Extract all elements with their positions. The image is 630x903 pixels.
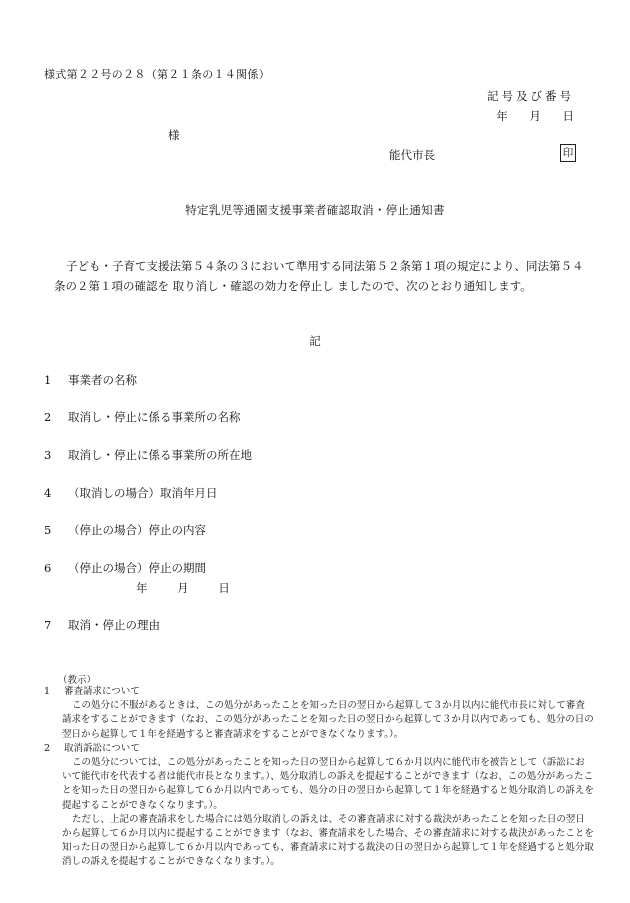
document-title: 特定乳児等通園支援事業者確認取消・停止通知書 [185,203,445,217]
item-business-name [44,372,137,388]
item-revocation-date [44,485,218,501]
item-label: 事業者の名称 [68,373,137,387]
addressee-suffix: 様 [168,128,180,142]
document-number-label: 記号及び番号 [487,89,574,103]
period-day-label: 日 [218,581,230,595]
seal-mark: 印 [560,144,576,162]
form-number: 様式第２２号の２８（第２１条の１４関係） [44,68,270,81]
item-suspension-period [44,560,206,576]
item-number: 3 [44,448,52,462]
section-title: 審査請求について [64,686,140,697]
instructions-notes [44,685,594,870]
notice-body: 子ども・子育て支援法第５４条の３において準用する同法第５２条第１項の規定により、同法第５４条の２第１項の確認を 取り消し・確認の効力を停止し ましたので、次のとおり通知します。 [54,259,584,293]
item-number: 6 [44,561,52,575]
item-number: 4 [44,486,52,500]
item-label: （停止の場合）停止の内容 [68,523,206,537]
date-day-label: 日 [562,109,574,123]
period-month-label: 月 [177,581,189,595]
item-label: 取消し・停止に係る事業所の名称 [68,410,241,424]
date-year-label: 年 [496,109,508,123]
review-request-paragraph: この処分に不服があるときは、この処分があったことを知った日の翌日から起算して３か月以内に能代市長に対して審査請求をすることができます（なお、この処分があったことを知った日の翌日から起算して３か月以内であっても、処分の日の翌日から起算して１年を経過すると審査請求をすることができなくなります。）。 [62,700,594,740]
item-number: 2 [44,410,52,424]
issue-date [496,108,574,124]
section-title: 取消訴訟について [64,742,140,754]
item-reason [44,617,160,633]
period-year-label: 年 [136,581,148,595]
date-month-label: 月 [529,109,541,123]
revocation-suit-heading [44,742,594,756]
revocation-suit-proviso-paragraph: ただし、上記の審査請求をした場合には処分取消しの訴えは、その審査請求に対する裁決があったことを知った日の翌日から起算して６か月以内に提起することができます（なお、審査請求をした場合、その審査請求に対する裁決があったことを知った日の翌日から起算して６か月以内であっても、審査請求に対する裁決の日の翌日から起算して１年を経過すると処分取消しの訴えを提起することができなくなります。）。 [62,813,594,868]
item-label: （取消しの場合）取消年月日 [68,486,218,500]
item-label: 取消・停止の理由 [68,618,160,632]
item-number: 5 [44,523,52,537]
revocation-suit-paragraph: この処分については、この処分があったことを知った日の翌日から起算して６か月以内に能代市を被告として（訴訟において能代市を代表する者は能代市長となります。）、処分取消しの訴えを提起することができます（なお、この処分があったことを知った日の翌日から起算して６か月以内であっても、処分の日の翌日から起算して１年を経過すると処分取消しの訴えを提起することができなくなります。）。 [62,757,594,811]
section-number: 1 [44,686,51,697]
item-number: 1 [44,373,52,387]
period-date [136,580,256,596]
ki-marker: 記 [309,334,321,348]
review-request-heading [44,685,594,699]
issuer-name: 能代市長 [389,148,435,162]
instructions-heading: （教示） [58,675,97,686]
item-number: 7 [44,618,52,632]
item-label: 取消し・停止に係る事業所の所在地 [68,448,252,462]
section-number: 2 [44,742,51,754]
item-office-address [44,447,252,463]
item-suspension-content [44,522,206,538]
item-office-name [44,409,241,425]
item-label: （停止の場合）停止の期間 [68,561,206,575]
